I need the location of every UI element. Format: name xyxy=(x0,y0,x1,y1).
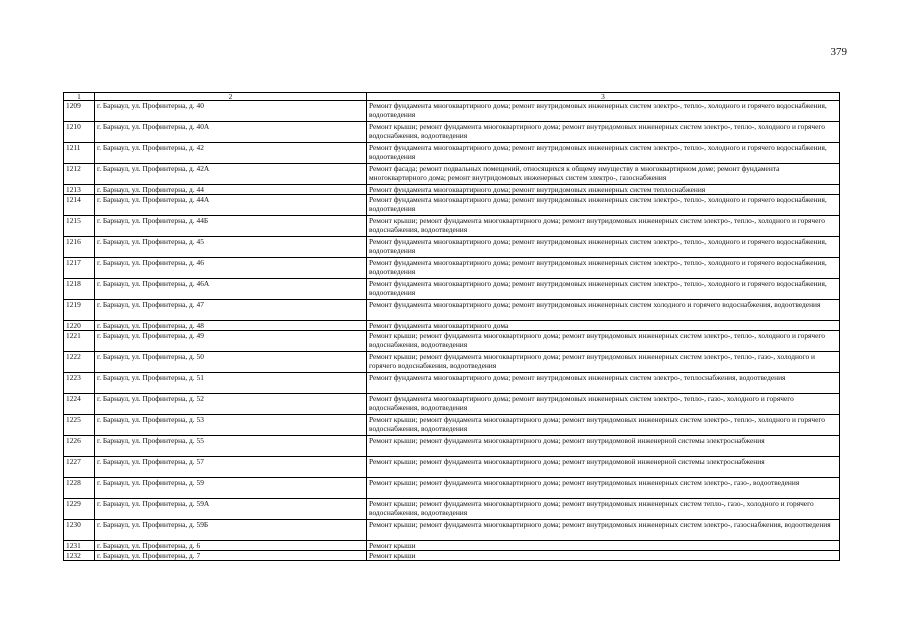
row-address: г. Барнаул, ул. Профинтерна, д. 44Б xyxy=(95,216,367,237)
table-row xyxy=(64,499,840,520)
row-number: 1210 xyxy=(64,122,95,143)
row-number: 1214 xyxy=(64,195,95,216)
row-work-description: Ремонт фундамента многоквартирного дома; ремонт внутридомовых инженерных систем холодного и горячего водоснабжения, водоотведения xyxy=(367,300,840,321)
column-numbers-row xyxy=(64,93,840,101)
row-number: 1211 xyxy=(64,143,95,164)
row-number: 1232 xyxy=(64,551,95,561)
row-address: г. Барнаул, ул. Профинтерна, д. 51 xyxy=(95,373,367,394)
table-row xyxy=(64,394,840,415)
row-work-description: Ремонт крыши; ремонт фундамента многоквартирного дома; ремонт внутридомовой инженерной системы электроснабжения xyxy=(367,436,840,457)
row-address: г. Барнаул, ул. Профинтерна, д. 59А xyxy=(95,499,367,520)
row-number: 1209 xyxy=(64,101,95,122)
row-address: г. Барнаул, ул. Профинтерна, д. 49 xyxy=(95,331,367,352)
row-work-description: Ремонт крыши; ремонт фундамента многоквартирного дома; ремонт внутридомовых инженерных систем электро-, тепло-, холодного и горячего водоснабжения, водоотведения xyxy=(367,331,840,352)
table-row xyxy=(64,457,840,478)
row-address: г. Барнаул, ул. Профинтерна, д. 6 xyxy=(95,541,367,551)
row-number: 1221 xyxy=(64,331,95,352)
row-address: г. Барнаул, ул. Профинтерна, д. 40А xyxy=(95,122,367,143)
row-work-description: Ремонт крыши xyxy=(367,541,840,551)
row-work-description: Ремонт фундамента многоквартирного дома; ремонт внутридомовых инженерных систем электро-, тепло-, холодного и горячего водоснабжения, водоотведения xyxy=(367,195,840,216)
row-work-description: Ремонт фундамента многоквартирного дома; ремонт внутридомовых инженерных систем электро-, тепло-, холодного и горячего водоснабжения, водоотведения xyxy=(367,101,840,122)
row-number: 1213 xyxy=(64,185,95,195)
table-row xyxy=(64,237,840,258)
table-row xyxy=(64,415,840,436)
row-address: г. Барнаул, ул. Профинтерна, д. 46 xyxy=(95,258,367,279)
row-work-description: Ремонт фундамента многоквартирного дома; ремонт внутридомовых инженерных систем электро-, тепло-, холодного и горячего водоснабжения, водоотведения xyxy=(367,258,840,279)
row-address: г. Барнаул, ул. Профинтерна, д. 44 xyxy=(95,185,367,195)
table-row xyxy=(64,331,840,352)
row-work-description: Ремонт крыши; ремонт фундамента многоквартирного дома; ремонт внутридомовых инженерных систем электро-, газо-, водоотведения xyxy=(367,478,840,499)
table-row xyxy=(64,185,840,195)
row-number: 1226 xyxy=(64,436,95,457)
row-address: г. Барнаул, ул. Профинтерна, д. 44А xyxy=(95,195,367,216)
row-address: г. Барнаул, ул. Профинтерна, д. 40 xyxy=(95,101,367,122)
row-address: г. Барнаул, ул. Профинтерна, д. 55 xyxy=(95,436,367,457)
table-row xyxy=(64,321,840,331)
register-table xyxy=(63,92,840,561)
table-row xyxy=(64,373,840,394)
table-row xyxy=(64,195,840,216)
row-number: 1223 xyxy=(64,373,95,394)
table-row xyxy=(64,279,840,300)
column-header-2: 2 xyxy=(95,93,367,101)
row-number: 1216 xyxy=(64,237,95,258)
row-work-description: Ремонт фундамента многоквартирного дома; ремонт внутридомовых инженерных систем электро-, тепло-, газо-, холодного и горячего водоснабжения, водоотведения xyxy=(367,394,840,415)
row-work-description: Ремонт фундамента многоквартирного дома; ремонт внутридомовых инженерных систем теплоснабжения xyxy=(367,185,840,195)
row-address: г. Барнаул, ул. Профинтерна, д. 53 xyxy=(95,415,367,436)
row-work-description: Ремонт фундамента многоквартирного дома; ремонт внутридомовых инженерных систем электро-, тепло-, холодного и горячего водоснабжения, водоотведения xyxy=(367,143,840,164)
row-number: 1217 xyxy=(64,258,95,279)
row-work-description: Ремонт фундамента многоквартирного дома; ремонт внутридомовых инженерных систем электро-, тепло-, холодного и горячего водоснабжения, водоотведения xyxy=(367,237,840,258)
row-address: г. Барнаул, ул. Профинтерна, д. 47 xyxy=(95,300,367,321)
row-address: г. Барнаул, ул. Профинтерна, д. 59 xyxy=(95,478,367,499)
row-address: г. Барнаул, ул. Профинтерна, д. 7 xyxy=(95,551,367,561)
row-work-description: Ремонт крыши xyxy=(367,551,840,561)
row-work-description: Ремонт крыши; ремонт фундамента многоквартирного дома; ремонт внутридомовой инженерной системы электроснабжения xyxy=(367,457,840,478)
row-number: 1218 xyxy=(64,279,95,300)
row-work-description: Ремонт фундамента многоквартирного дома xyxy=(367,321,840,331)
row-number: 1222 xyxy=(64,352,95,373)
row-number: 1224 xyxy=(64,394,95,415)
row-address: г. Барнаул, ул. Профинтерна, д. 45 xyxy=(95,237,367,258)
row-work-description: Ремонт фундамента многоквартирного дома; ремонт внутридомовых инженерных систем электро-, тепло-, холодного и горячего водоснабжения, водоотведения xyxy=(367,279,840,300)
table-row xyxy=(64,436,840,457)
row-number: 1220 xyxy=(64,321,95,331)
row-address: г. Барнаул, ул. Профинтерна, д. 57 xyxy=(95,457,367,478)
row-work-description: Ремонт фундамента многоквартирного дома; ремонт внутридомовых инженерных систем электро-, теплоснабжения, водоотведения xyxy=(367,373,840,394)
table-row xyxy=(64,143,840,164)
table-row xyxy=(64,101,840,122)
row-address: г. Барнаул, ул. Профинтерна, д. 42 xyxy=(95,143,367,164)
table-row xyxy=(64,122,840,143)
row-number: 1219 xyxy=(64,300,95,321)
row-work-description: Ремонт фасада; ремонт подвальных помещений, относящихся к общему имуществу в многоквартирном доме; ремонт фундамента многоквартирного дома; ремонт внутридомовых инженерных систем электро-, газоснабжения xyxy=(367,164,840,185)
table-row xyxy=(64,478,840,499)
row-address: г. Барнаул, ул. Профинтерна, д. 42А xyxy=(95,164,367,185)
table-row xyxy=(64,551,840,561)
page-number: 379 xyxy=(830,46,847,58)
row-number: 1230 xyxy=(64,520,95,541)
table-row xyxy=(64,258,840,279)
row-number: 1231 xyxy=(64,541,95,551)
table-row xyxy=(64,300,840,321)
table-row xyxy=(64,216,840,237)
row-number: 1225 xyxy=(64,415,95,436)
row-work-description: Ремонт крыши; ремонт фундамента многоквартирного дома; ремонт внутридомовых инженерных систем электро-, тепло-, холодного и горячего водоснабжения, водоотведения xyxy=(367,216,840,237)
table-row xyxy=(64,520,840,541)
row-number: 1227 xyxy=(64,457,95,478)
column-header-3: 3 xyxy=(367,93,840,101)
row-number: 1212 xyxy=(64,164,95,185)
row-work-description: Ремонт крыши; ремонт фундамента многоквартирного дома; ремонт внутридомовых инженерных систем электро-, газоснабжения, водоотведения xyxy=(367,520,840,541)
row-work-description: Ремонт крыши; ремонт фундамента многоквартирного дома; ремонт внутридомовых инженерных систем электро-, тепло-, холодного и горячего водоснабжения, водоотведения xyxy=(367,415,840,436)
row-address: г. Барнаул, ул. Профинтерна, д. 59Б xyxy=(95,520,367,541)
table-row xyxy=(64,164,840,185)
row-number: 1228 xyxy=(64,478,95,499)
row-address: г. Барнаул, ул. Профинтерна, д. 48 xyxy=(95,321,367,331)
table-row xyxy=(64,352,840,373)
row-work-description: Ремонт крыши; ремонт фундамента многоквартирного дома; ремонт внутридомовых инженерных систем электро-, тепло-, холодного и горячего водоснабжения, водоотведения xyxy=(367,122,840,143)
row-address: г. Барнаул, ул. Профинтерна, д. 52 xyxy=(95,394,367,415)
row-number: 1229 xyxy=(64,499,95,520)
row-address: г. Барнаул, ул. Профинтерна, д. 46А xyxy=(95,279,367,300)
row-address: г. Барнаул, ул. Профинтерна, д. 50 xyxy=(95,352,367,373)
column-header-1: 1 xyxy=(64,93,95,101)
row-number: 1215 xyxy=(64,216,95,237)
row-work-description: Ремонт крыши; ремонт фундамента многоквартирного дома; ремонт внутридомовых инженерных систем электро-, тепло-, газо-, холодного и горячего водоснабжения, водоотведения xyxy=(367,352,840,373)
row-work-description: Ремонт крыши; ремонт фундамента многоквартирного дома; ремонт внутридомовых инженерных систем тепло-, газо-, холодного и горячего водоснабжения, водоотведения xyxy=(367,499,840,520)
table-row xyxy=(64,541,840,551)
